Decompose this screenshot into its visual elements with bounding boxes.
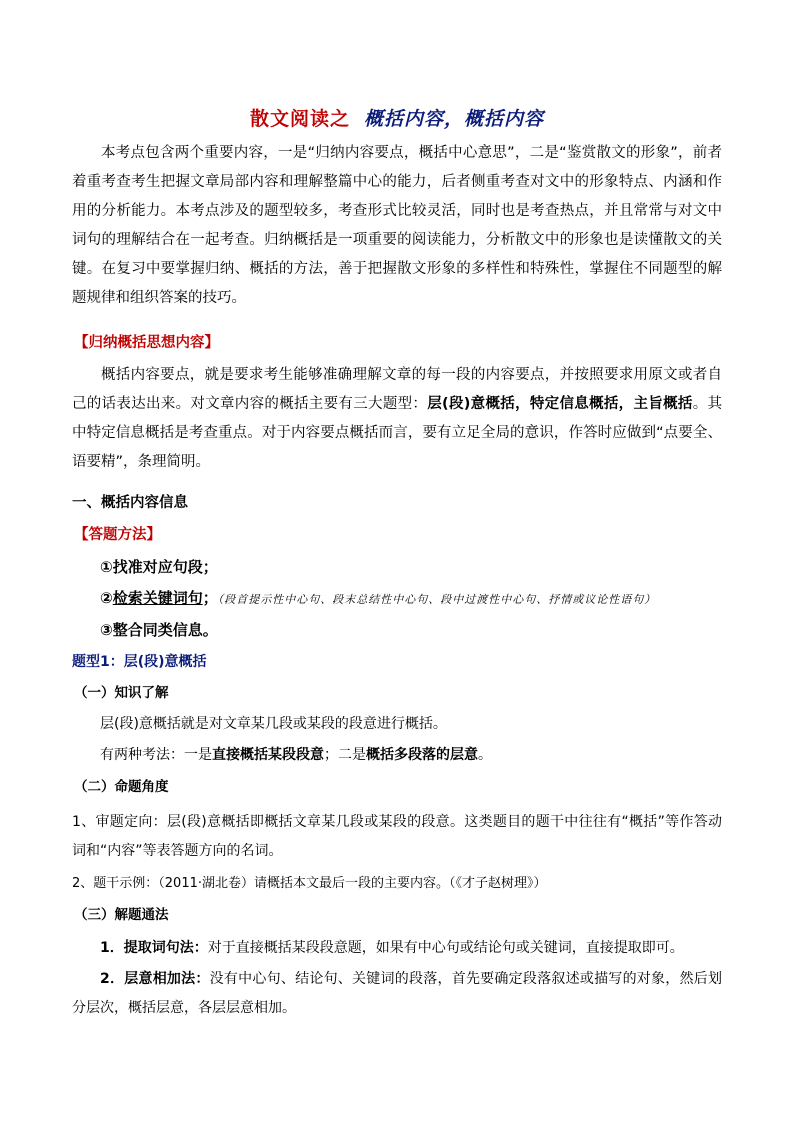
intro-paragraph: 本考点包含两个重要内容，一是“归纳内容要点，概括中心意思”，二是“鉴赏散文的形象”，前者着重考查考生把握文章局部内容和理解整篇中心的能力，后者侧重考查对文中的形象特点、内涵和作用的分析能力。本考点涉及的题型较多，考查形式比较灵活，同时也是考查热点，并且常常与对文中词句的理解结合在一起考查。归纳概括是一项重要的阅读能力，分析散文中的形象也是读懂散文的关键。在复习中要掌握归纳、概括的方法，善于把握散文形象的多样性和特殊性，掌握住不同题型的解题规律和组织答案的技巧。 — [72, 145, 722, 306]
step-1: ①找准对应句段； — [100, 558, 218, 576]
section1-paragraph: 概括内容要点，就是要求考生能够准确理解文章的每一段的内容要点，并按照要求用原文或者自己的话表达出来。对文章内容的概括主要有三大题型：层(段)意概括，特定信息概括，主旨概括。其中特定信息概括是考查重点。对于内容要点概括而言，要有立足全局的意识，作答时应做到“点要全、语要精”，条理简明。 — [72, 367, 722, 470]
sub1-line2: 有两种考法：一是直接概括某段段意；二是概括多段落的层意。 — [100, 747, 492, 763]
title-part2: 概括内容，概括内容 — [364, 108, 545, 130]
subheading-3: （三）解题通法 — [74, 907, 169, 923]
sub2-item1: 1、审题定向：层(段)意概括即概括文章某几段或某段的段意。这类题目的题干中往往有“概括”等作答动词和“内容”等表答题方向的名词。 — [72, 814, 722, 859]
sub2-item2: 2、题干示例：（2011·湖北卷）请概括本文最后一段的主要内容。（《才子赵树理》） — [72, 876, 547, 891]
title-part1: 散文阅读之 — [249, 108, 350, 130]
step-3: ③整合同类信息。 — [100, 621, 218, 639]
page-title — [0, 104, 794, 131]
subheading-1: （一）知识了解 — [74, 685, 169, 701]
sub1-line1: 层(段)意概括就是对文章某几段或某段的段意进行概括。 — [100, 716, 447, 732]
method-2: 2．层意相加法：没有中心句、结论句、关键词的段落，首先要确定段落叙述或描写的对象，然后划分层次，概括层意，各层层意相加。 — [72, 971, 722, 1016]
section-heading: 【归纳概括思想内容】 — [74, 335, 219, 351]
method-heading: 【答题方法】 — [74, 527, 161, 543]
subheading-2: （二）命题角度 — [74, 779, 169, 795]
heading-one: 一、概括内容信息 — [72, 495, 188, 511]
step-2: ②检索关键词句；（段首提示性中心句、段末总结性中心句、段中过渡性中心句、抒情或议论性语句） — [100, 589, 657, 607]
step-2-note: （段首提示性中心句、段末总结性中心句、段中过渡性中心句、抒情或议论性语句） — [217, 593, 657, 606]
type1-heading: 题型1：层(段)意概括 — [72, 654, 207, 670]
method-1: 1．提取词句法：对于直接概括某段段意题，如果有中心句或结论句或关键词，直接提取即可。 — [100, 940, 684, 956]
